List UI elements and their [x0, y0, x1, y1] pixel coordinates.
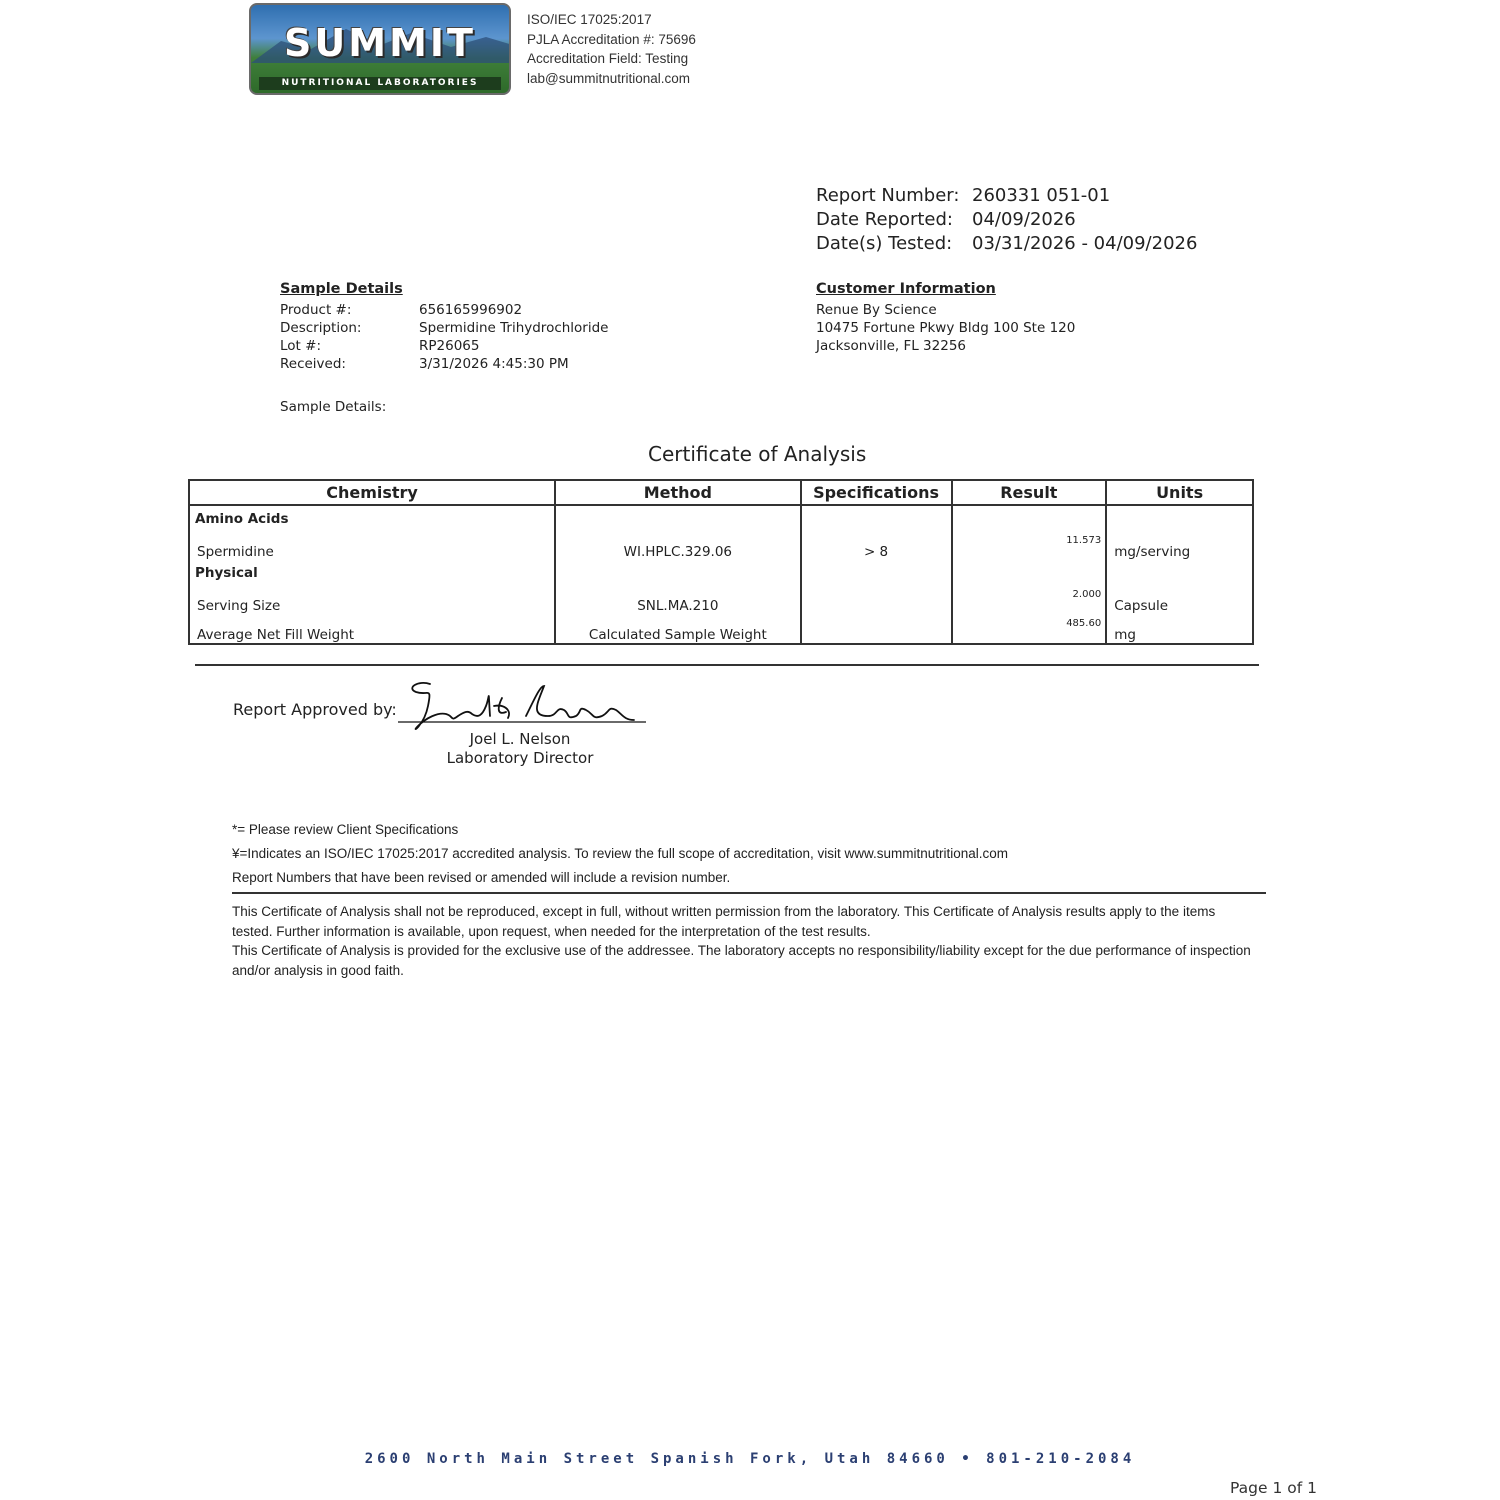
col-method: Method	[555, 480, 801, 505]
spec-value	[801, 585, 952, 614]
signatory	[420, 730, 620, 768]
product-number: 656165996902	[419, 302, 523, 318]
received-value: 3/31/2026 4:45:30 PM	[419, 356, 569, 372]
table-header-row	[189, 480, 1253, 505]
accreditation-block	[527, 10, 696, 88]
method-value: WI.HPLC.329.06	[555, 531, 801, 560]
col-units: Units	[1106, 480, 1253, 505]
result-value: 11.573	[952, 531, 1107, 560]
group-row	[189, 560, 1253, 585]
logo-wordmark: SUMMIT	[284, 21, 476, 65]
divider	[232, 892, 1266, 894]
sample-details-note-label: Sample Details:	[280, 399, 387, 415]
description-label: Description:	[280, 320, 362, 336]
notes	[232, 818, 1008, 890]
report-number: 260331 051-01	[972, 185, 1111, 206]
customer-name: Renue By Science	[816, 302, 937, 318]
signatory-name: Joel L. Nelson	[469, 730, 571, 748]
analyte-name: Spermidine	[189, 531, 555, 560]
result-value: 2.000	[952, 585, 1107, 614]
pjla-number: PJLA Accreditation #: 75696	[527, 31, 696, 47]
dates-tested-label: Date(s) Tested:	[816, 233, 953, 254]
disclaimer	[232, 902, 1252, 980]
page-number: Page 1 of 1	[1230, 1479, 1317, 1497]
divider	[195, 664, 1259, 666]
disclaimer-paragraph: This Certificate of Analysis is provided for the exclusive use of the addressee. The laboratory accepts no responsibility/liability except for the due performance of inspection and/or analysis in good faith.	[232, 943, 1251, 978]
certificate-title: Certificate of Analysis	[648, 442, 867, 466]
group-row	[189, 505, 1253, 531]
logo-subtitle: NUTRITIONAL LABORATORIES	[259, 77, 501, 90]
analyte-name: Serving Size	[189, 585, 555, 614]
footer-address: 2600 North Main Street Spanish Fork, Utah 84660 • 801-210-2084	[364, 1451, 1136, 1467]
table-row	[189, 531, 1253, 560]
col-specifications: Specifications	[801, 480, 952, 505]
customer-address-line1: 10475 Fortune Pkwy Bldg 100 Ste 120	[816, 320, 1076, 336]
customer-heading: Customer Information	[816, 281, 996, 297]
received-label: Received:	[280, 356, 346, 372]
customer-information	[816, 280, 1075, 355]
group-name: Physical	[189, 560, 555, 585]
units-value: mg	[1106, 614, 1253, 644]
dates-tested: 03/31/2026 - 04/09/2026	[972, 233, 1198, 254]
lot-label: Lot #:	[280, 338, 321, 354]
table-row	[189, 614, 1253, 644]
results-table	[188, 479, 1254, 645]
iso-standard: ISO/IEC 17025:2017	[527, 12, 652, 27]
approved-by-label: Report Approved by:	[233, 700, 397, 719]
group-name: Amino Acids	[189, 505, 555, 531]
signatory-title: Laboratory Director	[446, 749, 594, 767]
method-value: Calculated Sample Weight	[555, 614, 801, 644]
description-value: Spermidine Trihydrochloride	[419, 320, 609, 336]
product-label: Product #:	[280, 302, 352, 318]
col-chemistry: Chemistry	[189, 480, 555, 505]
summit-logo	[249, 3, 511, 95]
spec-value	[801, 614, 952, 644]
disclaimer-paragraph: This Certificate of Analysis shall not be reproduced, except in full, without written permission from the laboratory. This Certificate of Analysis results apply to the items tested. Further information is available, upon request, when needed for the interpretation of the test results.	[232, 904, 1216, 939]
signature-image	[398, 676, 648, 736]
sample-details-heading: Sample Details	[280, 281, 403, 297]
note-revisions: Report Numbers that have been revised or amended will include a revision number.	[232, 870, 731, 885]
note-client-specs: *= Please review Client Specifications	[232, 822, 459, 837]
report-info	[816, 184, 1197, 256]
result-value: 485.60	[952, 614, 1107, 644]
sample-details	[280, 280, 609, 373]
units-value: mg/serving	[1106, 531, 1253, 560]
method-value: SNL.MA.210	[555, 585, 801, 614]
note-accredited: ¥=Indicates an ISO/IEC 17025:2017 accredited analysis. To review the full scope of accreditation, visit www.summitnutritional.com	[232, 846, 1009, 861]
date-reported-label: Date Reported:	[816, 209, 953, 230]
col-result: Result	[952, 480, 1107, 505]
customer-address-line2: Jacksonville, FL 32256	[816, 338, 966, 354]
analyte-name: Average Net Fill Weight	[189, 614, 555, 644]
lab-email: lab@summitnutritional.com	[527, 70, 691, 86]
units-value: Capsule	[1106, 585, 1253, 614]
report-number-label: Report Number:	[816, 185, 960, 206]
accreditation-field: Accreditation Field: Testing	[527, 51, 689, 66]
spec-value: > 8	[801, 531, 952, 560]
lot-value: RP26065	[419, 338, 480, 354]
date-reported: 04/09/2026	[972, 209, 1076, 230]
table-row	[189, 585, 1253, 614]
